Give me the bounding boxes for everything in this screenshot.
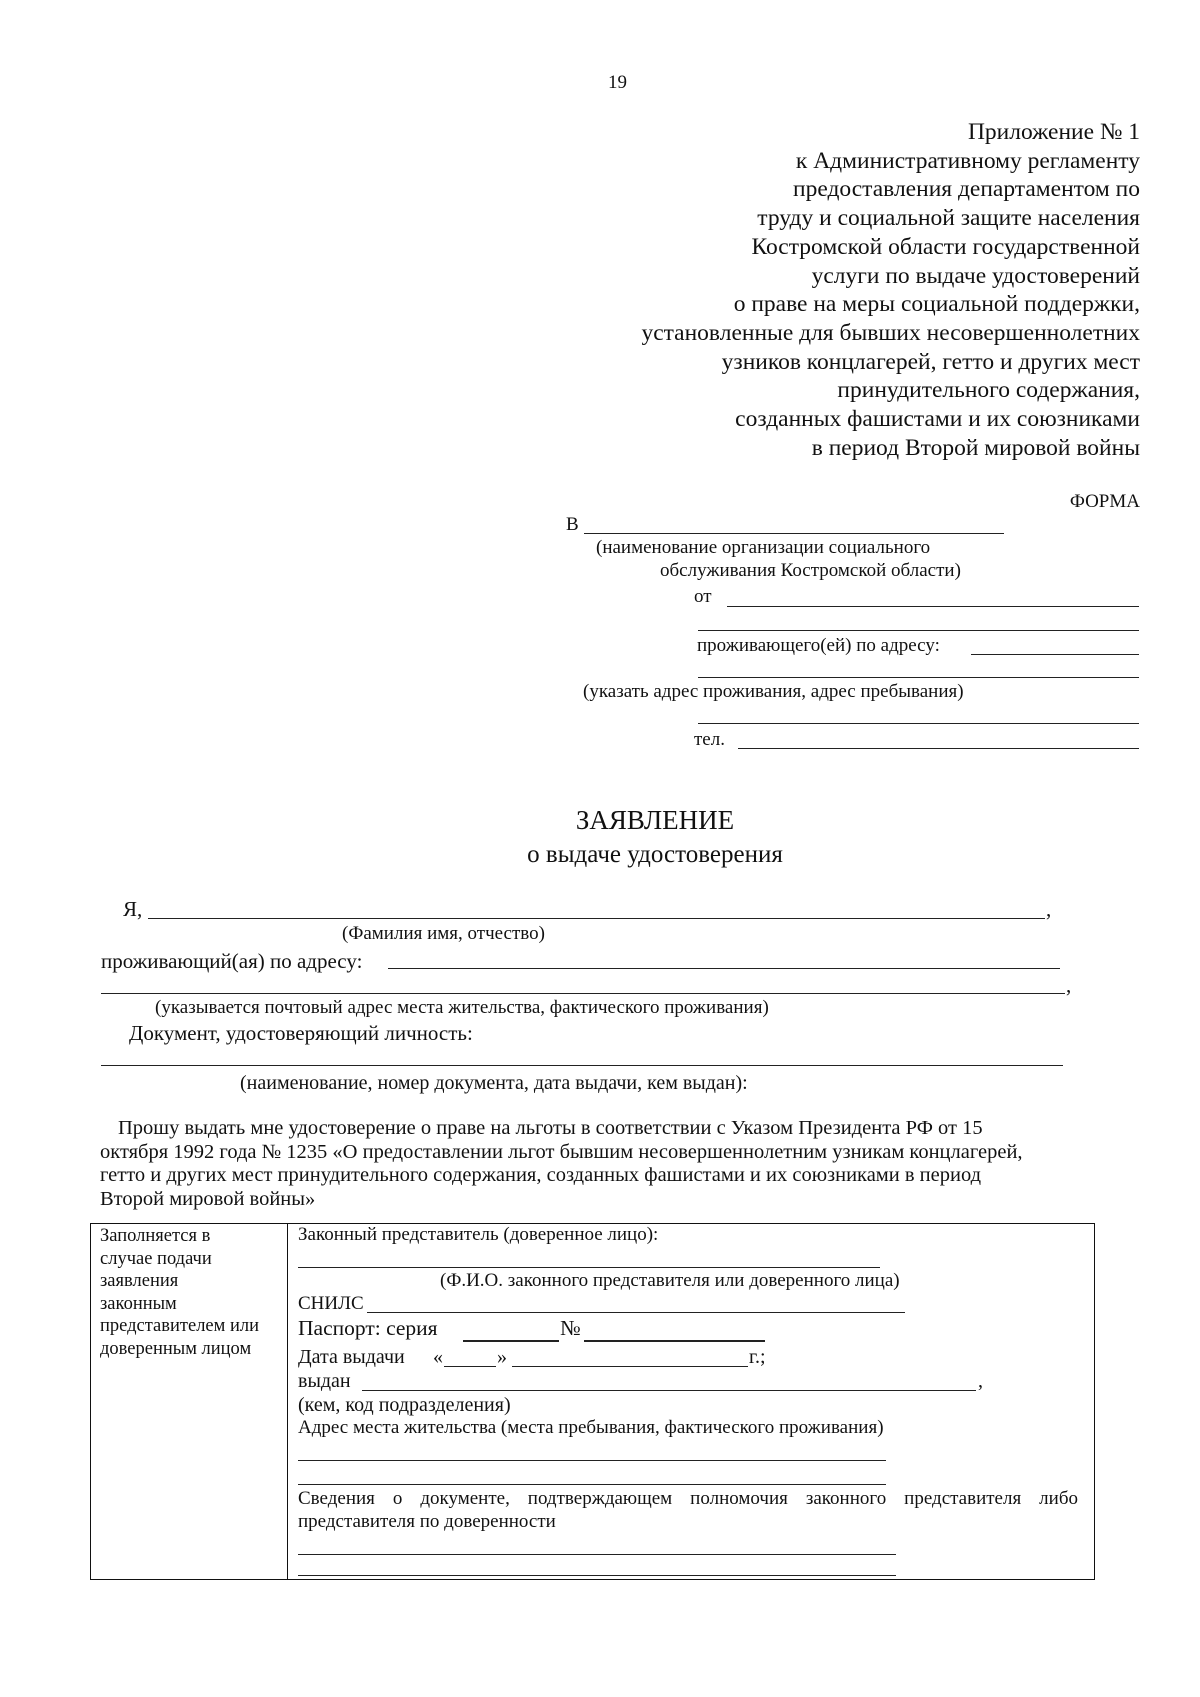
issue-month-year-field[interactable]: [512, 1366, 748, 1367]
document-title: ЗАЯВЛЕНИЕ: [575, 805, 735, 835]
address-field-continued[interactable]: [698, 723, 1139, 724]
appendix-line: предоставления департаментом по: [793, 176, 1140, 203]
appendix-line: созданных фашистами и их союзниками: [735, 406, 1140, 433]
left-column-line: законным: [100, 1293, 177, 1314]
request-paragraph: [100, 1117, 1140, 1211]
tel-field[interactable]: [738, 748, 1139, 749]
left-column-line: Заполняется в: [100, 1226, 211, 1246]
left-column-line: заявления: [100, 1271, 179, 1291]
snils-field[interactable]: [367, 1312, 905, 1313]
appendix-line: узников концлагерей, гетто и других мест: [721, 348, 1140, 375]
org-caption: (наименование организации социального: [596, 537, 931, 558]
comma: ,: [1046, 897, 1052, 921]
tel-label: тел.: [694, 729, 725, 750]
document-caption: (наименование, номер документа, дата выдачи, кем выдан):: [240, 1072, 748, 1094]
year-suffix: г.;: [749, 1346, 766, 1368]
issue-day-field[interactable]: [444, 1366, 496, 1367]
representative-label: Законный представитель (доверенное лицо):: [298, 1224, 659, 1245]
from-label: от: [694, 586, 712, 607]
org-caption: обслуживания Костромской области): [660, 560, 961, 581]
identity-document-label: Документ, удостоверяющий личность:: [129, 1021, 473, 1045]
document-subtitle: о выдаче удостоверения: [527, 841, 783, 868]
representative-fio-field[interactable]: [298, 1267, 880, 1268]
from-field[interactable]: [727, 606, 1139, 607]
applicant-fio-field[interactable]: [148, 918, 1045, 919]
address-field[interactable]: [971, 654, 1139, 655]
address-field-continued[interactable]: [698, 677, 1139, 678]
appendix-line: о праве на меры социальной поддержки,: [733, 291, 1140, 318]
table-divider: [287, 1224, 288, 1579]
appendix-line: к Административному регламенту: [795, 147, 1140, 174]
organization-field[interactable]: [584, 533, 1004, 534]
appendix-line: Приложение № 1: [967, 119, 1140, 145]
passport-series-field[interactable]: [463, 1340, 559, 1342]
request-line: Прошу выдать мне удостоверение о праве на льготы в соответствии с Указом Президента РФ от 15: [118, 1117, 983, 1139]
left-column-line: представителем или: [100, 1316, 260, 1336]
page-number: 19: [608, 72, 627, 93]
appendix-line: услуги по выдаче удостоверений: [811, 262, 1140, 289]
applicant-i-label: Я,: [123, 897, 143, 921]
to-prefix: В: [566, 514, 579, 535]
left-column-line: случае подачи: [100, 1248, 212, 1269]
authority-document-label: Сведения о документе, подтверждающем полномочия законного представителя либо: [298, 1488, 1078, 1509]
fio-caption: (Фамилия имя, отчество): [342, 923, 545, 944]
rep-address-label: Адрес места жительства (места пребывания, фактического проживания): [298, 1417, 884, 1438]
applicant-address-label: проживающий(ая) по адресу:: [101, 949, 363, 973]
rep-address-field-continued[interactable]: [298, 1484, 886, 1485]
address-label: проживающего(ей) по адресу:: [697, 635, 940, 656]
appendix-line: установленные для бывших несовершеннолетних: [641, 319, 1140, 346]
issue-date-label: Дата выдачи: [298, 1346, 405, 1368]
from-field-continued[interactable]: [698, 630, 1139, 631]
appendix-header: [520, 118, 1140, 462]
appendix-line: в период Второй мировой войны: [811, 434, 1140, 461]
address-caption: (указывается почтовый адрес места жительства, фактического проживания): [155, 997, 769, 1018]
appendix-line: труду и социальной защите населения: [757, 205, 1140, 232]
quote-open: «: [433, 1346, 443, 1368]
passport-number-sign: №: [560, 1316, 581, 1340]
request-line: Второй мировой войны»: [100, 1187, 316, 1210]
comma: ,: [978, 1370, 983, 1392]
rep-address-field[interactable]: [298, 1460, 886, 1461]
comma: ,: [1066, 973, 1072, 997]
applicant-address-field[interactable]: [388, 968, 1060, 969]
issued-by-caption: (кем, код подразделения): [298, 1394, 511, 1416]
appendix-line: принудительного содержания,: [837, 377, 1140, 404]
issued-by-label: выдан: [298, 1370, 351, 1392]
authority-document-field[interactable]: [298, 1554, 896, 1555]
left-column-line: доверенным лицом: [100, 1338, 252, 1359]
quote-close: »: [497, 1346, 507, 1368]
passport-number-field[interactable]: [584, 1340, 765, 1342]
address-caption: (указать адрес проживания, адрес пребывания): [583, 681, 964, 702]
representative-caption: (Ф.И.О. законного представителя или доверенного лица): [440, 1270, 900, 1291]
applicant-address-field-continued[interactable]: [101, 993, 1065, 994]
identity-document-field[interactable]: [101, 1065, 1063, 1066]
form-label: ФОРМА: [1069, 491, 1140, 512]
passport-label: Паспорт: серия: [298, 1316, 438, 1340]
issued-by-field[interactable]: [362, 1390, 976, 1391]
appendix-line: Костромской области государственной: [751, 233, 1140, 260]
request-line: октября 1992 года № 1235 «О предоставлении льгот бывшим несовершеннолетним узникам концлагерей,: [100, 1140, 1023, 1163]
request-line: гетто и других мест принудительного содержания, созданных фашистами и их союзниками в период: [100, 1164, 982, 1186]
authority-document-label-cont: представителя по доверенности: [298, 1511, 556, 1532]
table-left-column: [100, 1225, 280, 1360]
authority-document-field-continued[interactable]: [298, 1575, 896, 1576]
snils-label: СНИЛС: [298, 1293, 364, 1314]
